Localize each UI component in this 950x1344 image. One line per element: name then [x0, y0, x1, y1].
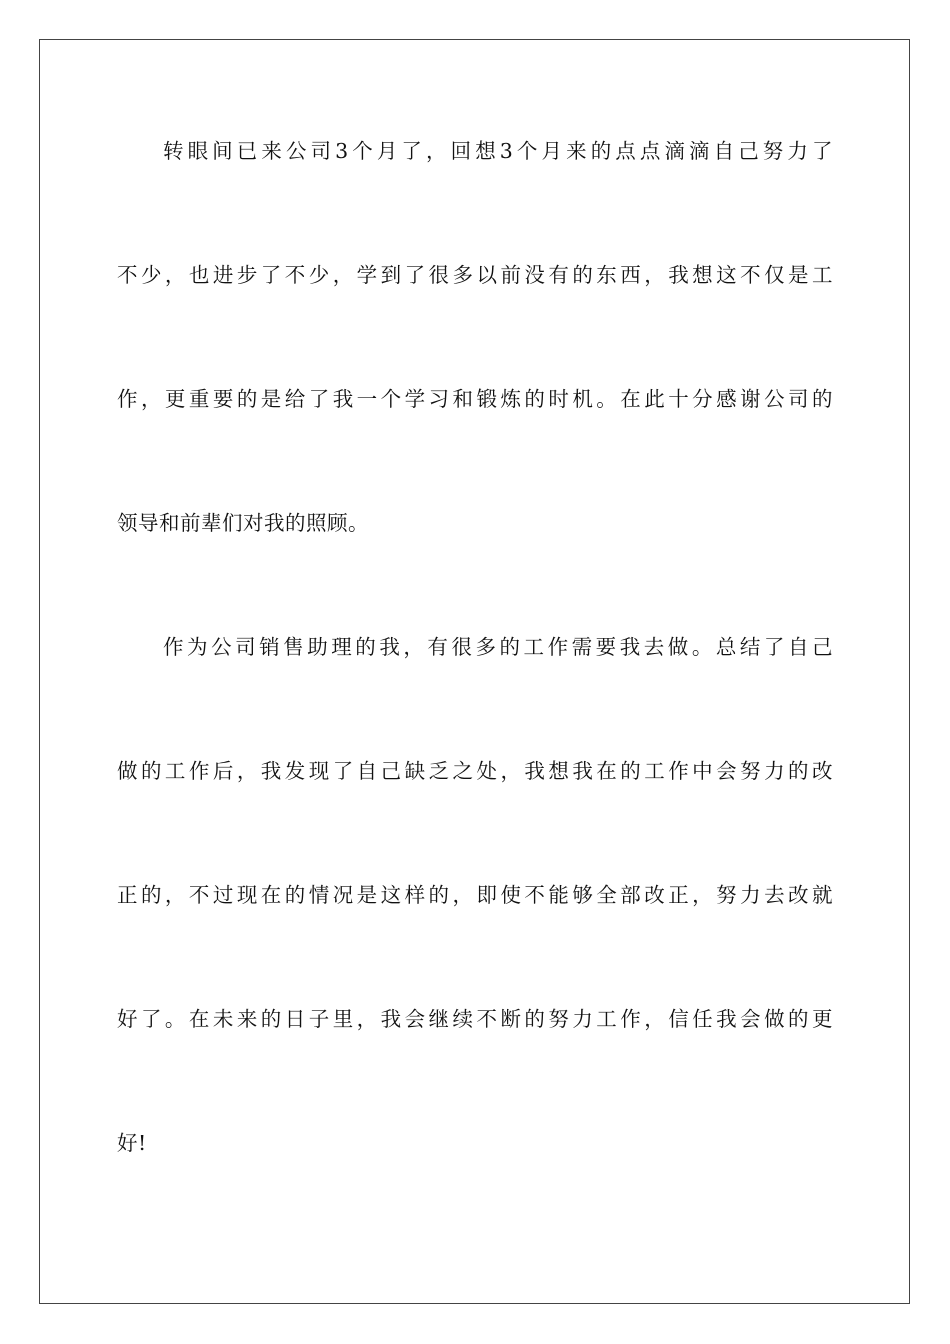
paragraph-line: 作，更重要的是给了我一个学习和锻炼的时机。在此十分感谢公司的: [117, 387, 833, 411]
page-border: [39, 39, 910, 1304]
paragraph-line: 好了。在未来的日子里，我会继续不断的努力工作，信任我会做的更: [117, 1007, 833, 1031]
paragraph-line: 做的工作后，我发现了自己缺乏之处，我想我在的工作中会努力的改: [117, 759, 833, 783]
paragraph-line: 作为公司销售助理的我，有很多的工作需要我去做。总结了自己: [163, 635, 833, 659]
paragraph-line: 领导和前辈们对我的照顾。: [117, 511, 369, 535]
paragraph-line: 正的，不过现在的情况是这样的，即使不能够全部改正，努力去改就: [117, 883, 833, 907]
paragraph-line: 转眼间已来公司3个月了，回想3个月来的点点滴滴自己努力了: [163, 139, 833, 163]
paragraph-line: 好!: [117, 1131, 147, 1155]
paragraph-line: 不少，也进步了不少，学到了很多以前没有的东西，我想这不仅是工: [117, 263, 833, 287]
